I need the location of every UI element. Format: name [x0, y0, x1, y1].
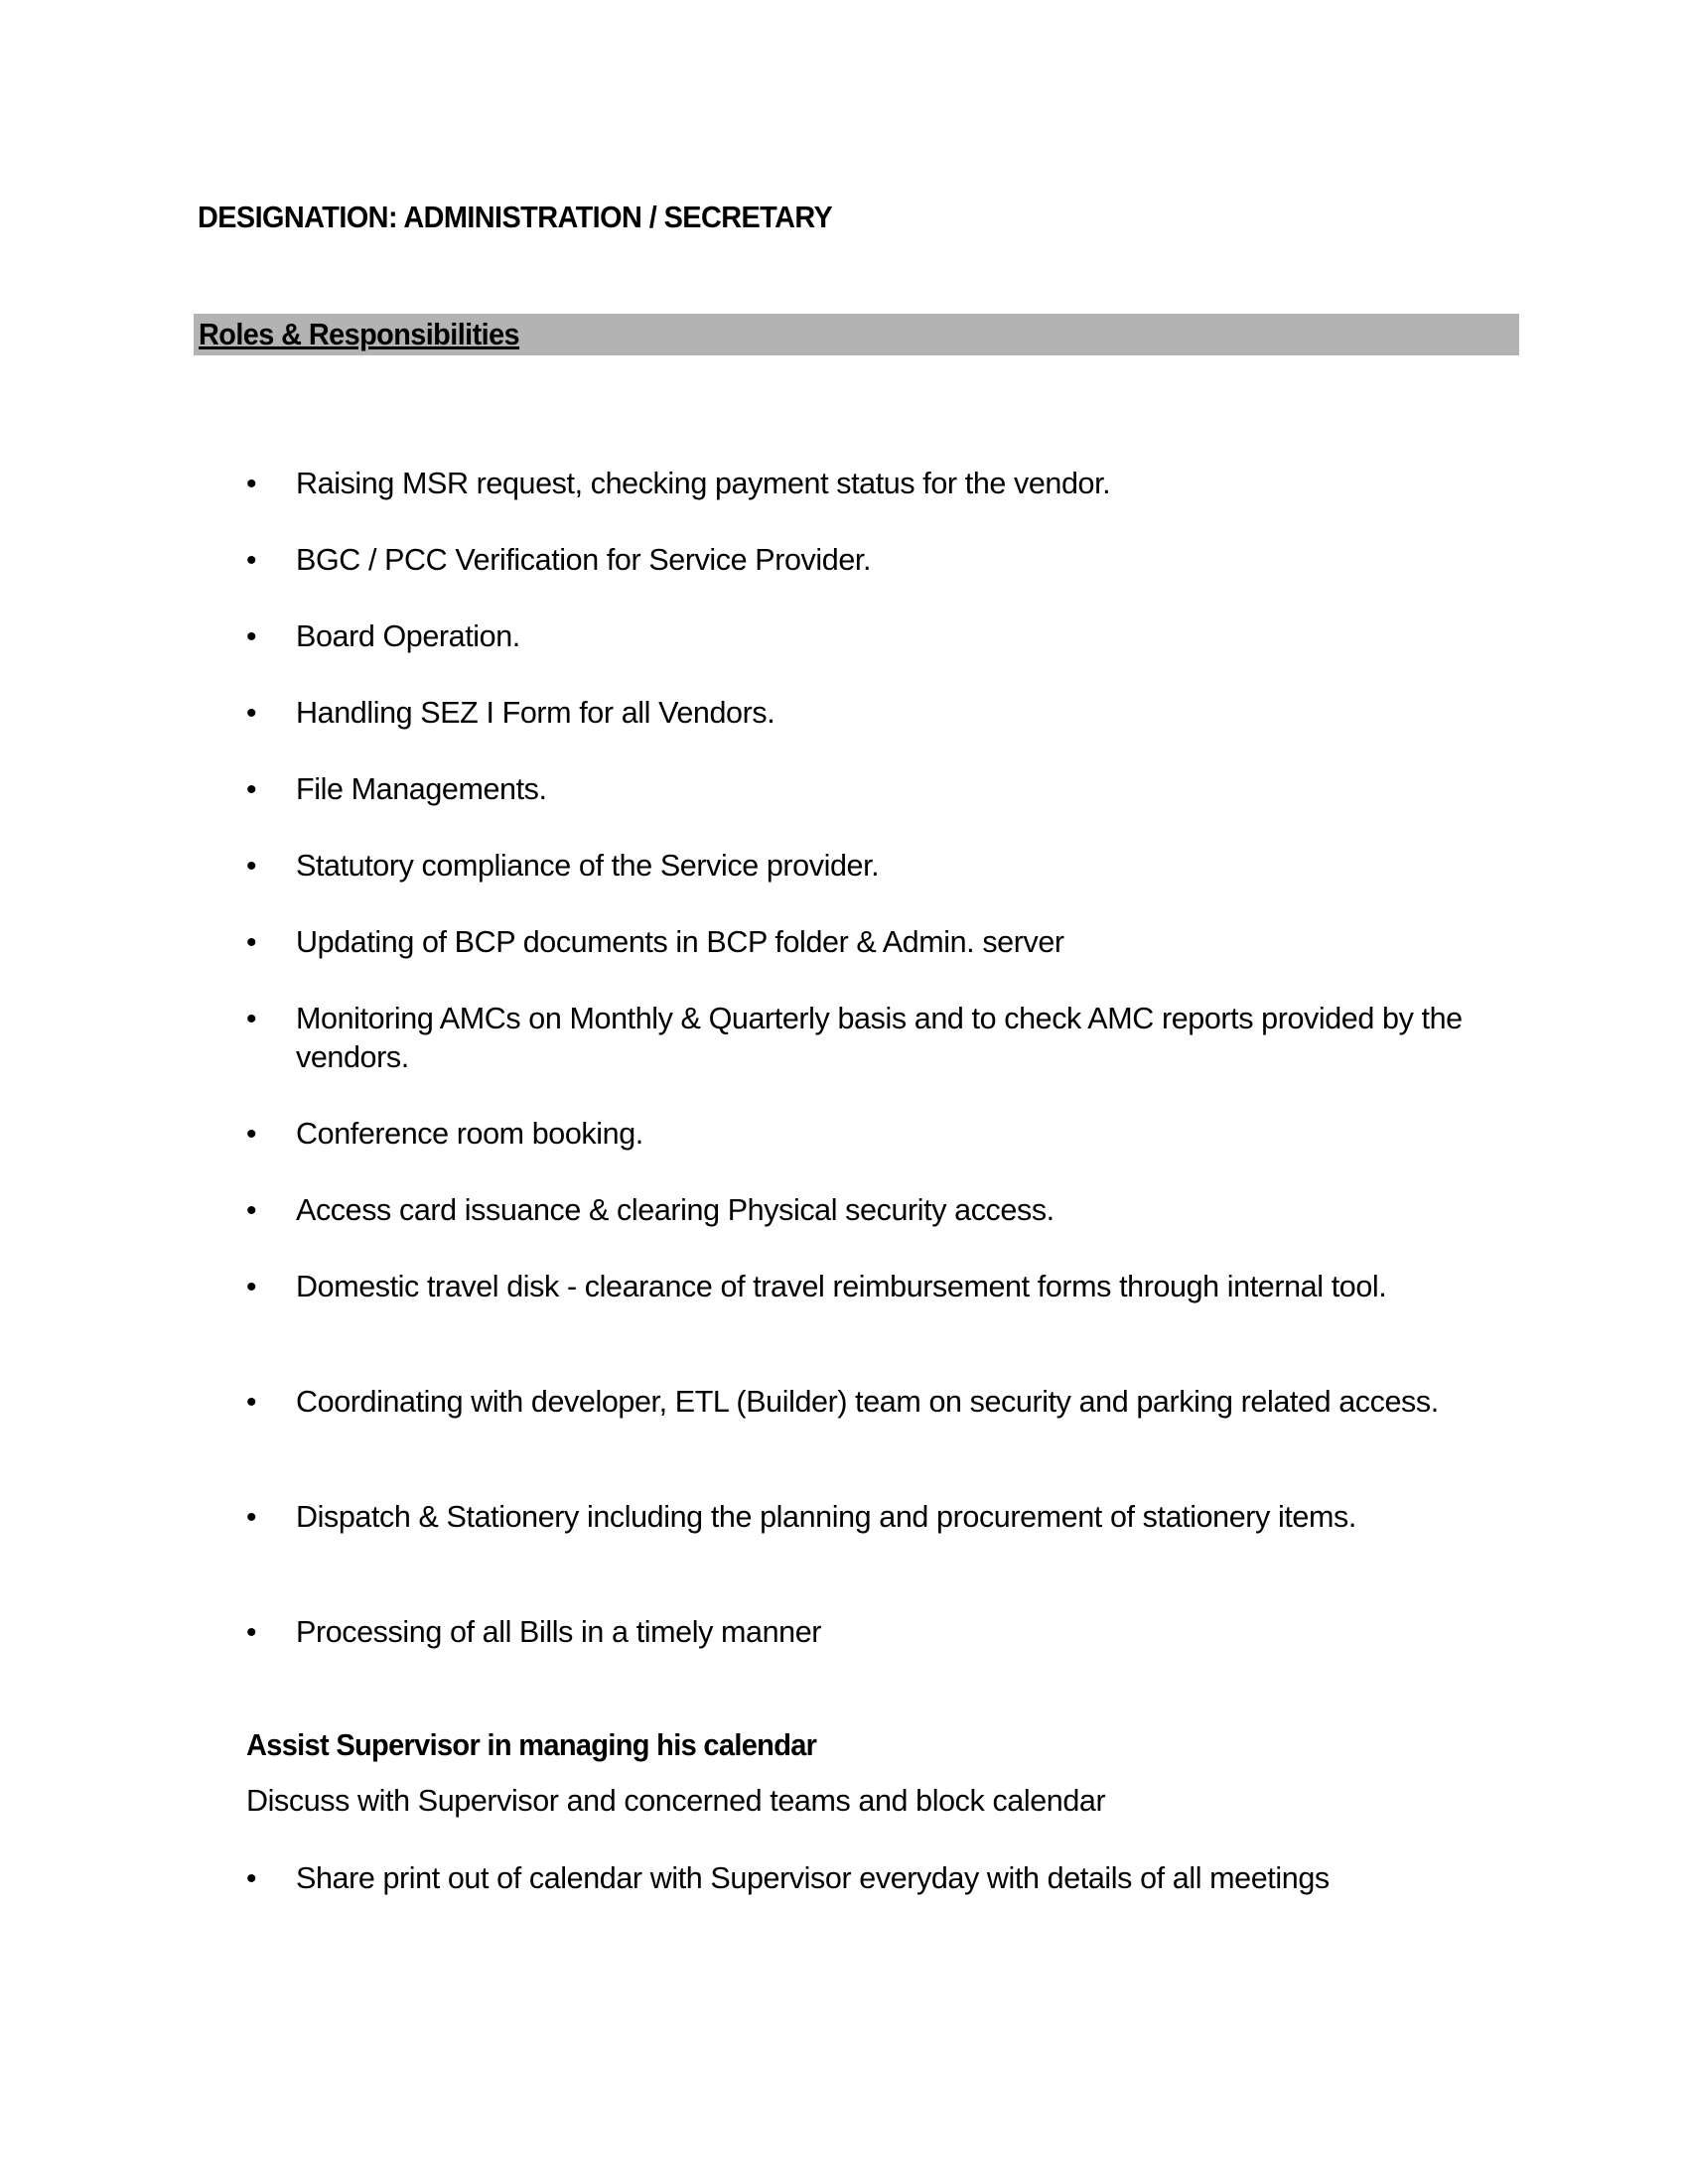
calendar-section-heading: Assist Supervisor in managing his calendar — [246, 1728, 817, 1762]
list-item-text: Processing of all Bills in a timely manner — [296, 1615, 822, 1649]
bullet-icon: • — [246, 1118, 257, 1151]
list-item-text: Domestic travel disk - clearance of travel reimbursement forms through internal tool. — [296, 1270, 1387, 1303]
bullet-icon: • — [246, 1194, 257, 1227]
list-item-text: Coordinating with developer, ETL (Builder) team on security and parking related access. — [296, 1385, 1439, 1419]
bullet-icon: • — [246, 1271, 257, 1303]
list-item-text: Dispatch & Stationery including the planning and procurement of stationery items. — [296, 1500, 1356, 1534]
bullet-icon: • — [246, 1386, 257, 1419]
bullet-icon: • — [246, 1862, 257, 1895]
list-item-text: Monitoring AMCs on Monthly & Quarterly basis and to check AMC reports provided by the vendors. — [296, 1002, 1463, 1074]
list-item-text: BGC / PCC Verification for Service Provider. — [296, 543, 872, 577]
list-item-text: File Managements. — [296, 772, 547, 806]
section-title-roles: Roles & Responsibilities — [199, 317, 520, 351]
list-item-text: Updating of BCP documents in BCP folder & Admin. server — [296, 925, 1064, 959]
bullet-icon: • — [246, 773, 257, 806]
list-item-text: Conference room booking. — [296, 1117, 643, 1151]
bullet-icon: • — [246, 850, 257, 883]
bullet-icon: • — [246, 1616, 257, 1649]
bullet-icon: • — [246, 544, 257, 577]
list-item-text: Share print out of calendar with Supervisor everyday with details of all meetings — [296, 1861, 1330, 1895]
bullet-icon: • — [246, 1003, 257, 1035]
bullet-icon: • — [246, 926, 257, 959]
list-item-text: Board Operation. — [296, 619, 520, 653]
calendar-section-text: Discuss with Supervisor and concerned teams and block calendar — [246, 1784, 1106, 1818]
bullet-icon: • — [246, 1501, 257, 1534]
bullet-icon: • — [246, 697, 257, 730]
list-item-text: Access card issuance & clearing Physical security access. — [296, 1193, 1055, 1227]
list-item-text: Handling SEZ I Form for all Vendors. — [296, 696, 775, 730]
list-item-text: Statutory compliance of the Service provider. — [296, 849, 880, 883]
bullet-icon: • — [246, 620, 257, 653]
bullet-icon: • — [246, 468, 257, 500]
section-header-bar — [194, 314, 1519, 355]
list-item-text: Raising MSR request, checking payment status for the vendor. — [296, 467, 1111, 500]
designation-title: DESIGNATION: ADMINISTRATION / SECRETARY — [198, 200, 833, 234]
